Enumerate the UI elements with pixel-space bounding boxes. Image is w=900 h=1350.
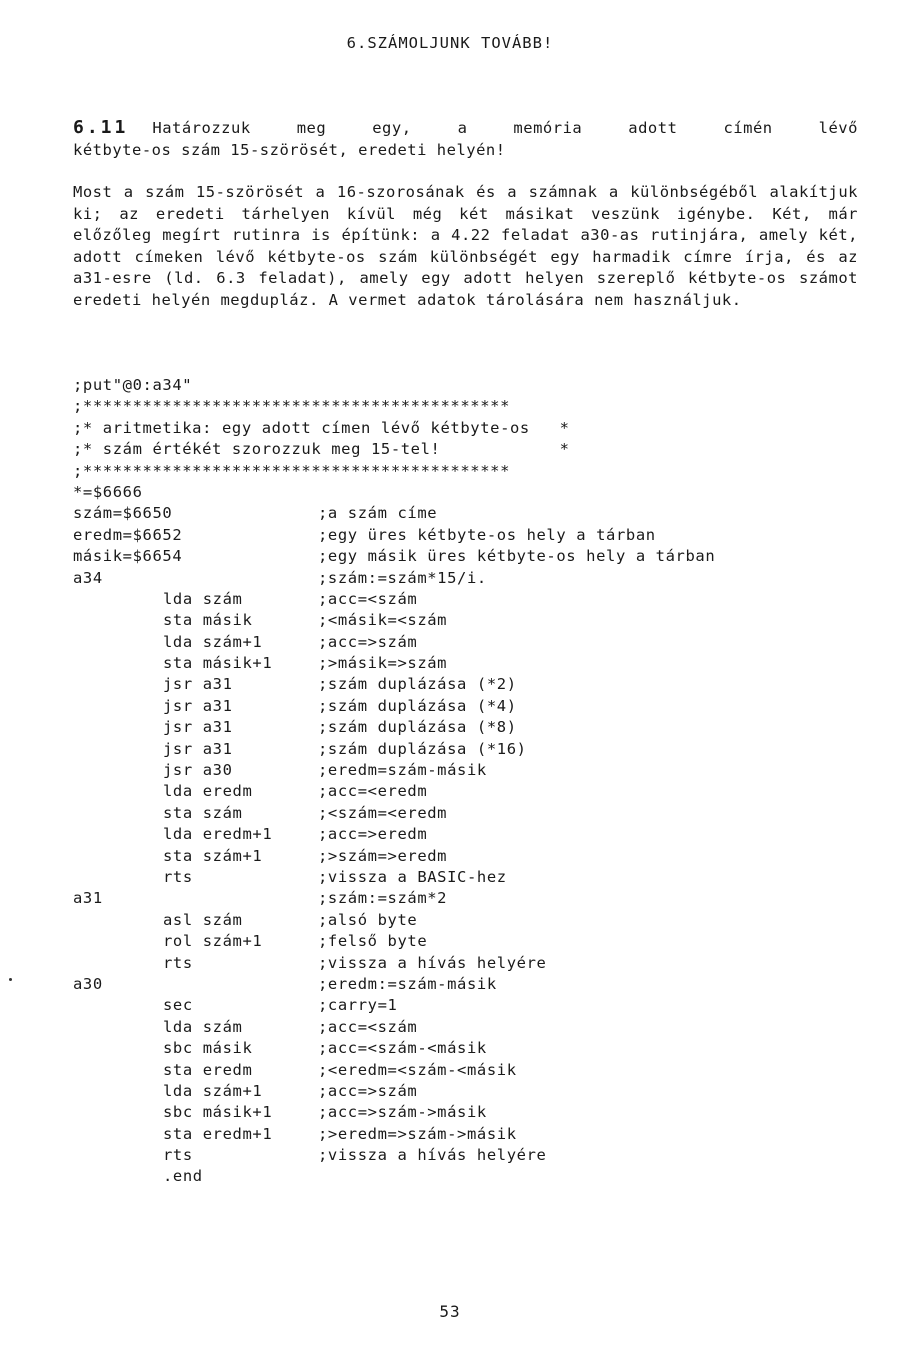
code-instruction: jsr a31 <box>163 739 233 758</box>
exercise-title-line <box>73 117 858 139</box>
code-line <box>73 1124 873 1145</box>
code-line <box>73 760 873 781</box>
exercise-title-word: lévő <box>818 119 858 137</box>
description-paragraph: Most a szám 15-szörösét a 16-szorosának és a számnak a különbségéből alakítjuk ki; az eredeti tárhelyen kívül még két másikat veszünk igénybe. Két, már előzőleg megírt rutinra is építünk: a 4.22 feladat a30-as rutinjára, amely két, adott címeken lévő kétbyte-os szám különbségét egy harmadik címre írja, és az a31-esre (ld. 6.3 feladat), amely egy adott helyen szereplő kétbyte-os számot eredeti helyén megdupláz. A vermet adatok tárolására nem használjuk. <box>73 183 858 309</box>
code-instruction: sta eredm+1 <box>163 1124 273 1143</box>
code-line <box>73 739 873 760</box>
exercise-number: 6.11 <box>73 117 129 138</box>
code-line <box>73 1145 873 1166</box>
code-instruction: sec <box>163 996 193 1015</box>
code-line <box>73 610 873 631</box>
code-instruction: sbc másik <box>163 1039 253 1058</box>
code-instruction: jsr a31 <box>163 718 233 737</box>
code-line <box>73 1038 873 1059</box>
code-instruction: rts <box>163 953 193 972</box>
code-line <box>73 568 873 589</box>
code-line <box>73 824 873 845</box>
code-comment: ;eredm:=szám-másik <box>318 974 497 993</box>
page-number: 53 <box>439 1302 461 1321</box>
code-comment: ;acc=<szám <box>318 589 418 608</box>
code-line <box>73 653 873 674</box>
code-line <box>73 1166 873 1187</box>
exercise-title-word: adott <box>628 119 678 137</box>
code-instruction: jsr a31 <box>163 675 233 694</box>
code-line <box>73 674 873 695</box>
code-comment: ;szám duplázása (*16) <box>318 739 527 758</box>
code-instruction: lda szám+1 <box>163 632 263 651</box>
code-comment: ;acc=<eredm <box>318 782 428 801</box>
running-header: 6.SZÁMOLJUNK TOVÁBB! <box>346 34 554 52</box>
exercise-title-line-2: kétbyte-os szám 15-szörösét, eredeti helyén! <box>73 141 506 159</box>
code-comment: ;felső byte <box>318 932 428 951</box>
code-comment: ;<szám=<eredm <box>318 803 448 822</box>
code-instruction: rts <box>163 867 193 886</box>
code-comment: ;acc=<szám-<másik <box>318 1039 487 1058</box>
code-line <box>73 803 873 824</box>
code-comment: ;acc=>eredm <box>318 825 428 844</box>
exercise-title-word: memória <box>513 119 583 137</box>
code-definition: eredm=$6652 <box>73 525 183 544</box>
code-header-line: ;put"@0:a34" <box>73 376 193 394</box>
code-label: a30 <box>73 974 103 993</box>
code-definition: szám=$6650 <box>73 504 173 523</box>
exercise-statement <box>73 117 858 161</box>
code-comment: ;>másik=>szám <box>318 654 448 673</box>
code-instruction: rol szám+1 <box>163 932 263 951</box>
code-definition-line <box>73 546 873 567</box>
code-line <box>73 1060 873 1081</box>
exercise-title-words <box>152 117 858 139</box>
code-definition: másik=$6654 <box>73 547 183 566</box>
code-header-line: ;******************************************* <box>73 397 510 416</box>
code-label: a34 <box>73 568 103 587</box>
code-line <box>73 867 873 888</box>
code-comment: ;szám:=szám*15/i. <box>318 568 487 587</box>
code-line <box>73 1017 873 1038</box>
code-comment: ;vissza a hívás helyére <box>318 953 547 972</box>
code-comment: ;<eredm=<szám-<másik <box>318 1060 517 1079</box>
exercise-title-word: Határozzuk <box>152 119 251 137</box>
code-instruction: sta másik+1 <box>163 654 273 673</box>
code-comment: ;alsó byte <box>318 910 418 929</box>
code-comment: ;a szám címe <box>318 504 438 523</box>
code-line <box>73 910 873 931</box>
code-comment: ;acc=>szám <box>318 632 418 651</box>
exercise-title-word: meg <box>296 119 327 137</box>
code-instruction: asl szám <box>163 910 243 929</box>
code-instruction: lda szám <box>163 1017 243 1036</box>
code-line <box>73 589 873 610</box>
code-line <box>73 1102 873 1123</box>
code-header-line: ;* aritmetika: egy adott címen lévő kétbyte-os * <box>73 418 570 437</box>
code-line <box>73 717 873 738</box>
code-definition-line <box>73 525 873 546</box>
code-instruction: sta másik <box>163 611 253 630</box>
exercise-title-word: címén <box>723 119 773 137</box>
code-comment: ;vissza a hívás helyére <box>318 1146 547 1165</box>
code-instruction: lda szám+1 <box>163 1081 263 1100</box>
code-comment: ;egy másik üres kétbyte-os hely a tárban <box>318 547 716 566</box>
exercise-title-word: a <box>457 119 468 137</box>
code-header-line: *=$6666 <box>73 482 143 501</box>
code-header-line: ;******************************************* <box>73 461 510 480</box>
code-comment: ;szám duplázása (*8) <box>318 718 517 737</box>
code-line <box>73 632 873 653</box>
code-comment: ;>eredm=>szám->másik <box>318 1124 517 1143</box>
code-line <box>73 846 873 867</box>
code-line <box>73 781 873 802</box>
code-comment: ;szám duplázása (*2) <box>318 675 517 694</box>
code-comment: ;<másik=<szám <box>318 611 448 630</box>
code-comment: ;acc=>szám->másik <box>318 1103 487 1122</box>
code-comment: ;egy üres kétbyte-os hely a tárban <box>318 525 656 544</box>
code-instruction: sta szám <box>163 803 243 822</box>
code-line <box>73 1081 873 1102</box>
paper-speck <box>9 978 12 981</box>
code-line <box>73 995 873 1016</box>
code-header-line: ;* szám értékét szorozzuk meg 15-tel! * <box>73 440 570 459</box>
code-instruction: sta szám+1 <box>163 846 263 865</box>
code-instruction: lda eredm <box>163 782 253 801</box>
code-comment: ;>szám=>eredm <box>318 846 448 865</box>
code-listing <box>73 375 873 1188</box>
code-definition-line <box>73 503 873 524</box>
code-line <box>73 888 873 909</box>
code-label: a31 <box>73 889 103 908</box>
code-instruction: lda eredm+1 <box>163 825 273 844</box>
code-line <box>73 931 873 952</box>
code-instruction: .end <box>163 1167 203 1186</box>
code-instruction: jsr a31 <box>163 696 233 715</box>
code-comment: ;vissza a BASIC-hez <box>318 867 507 886</box>
code-instruction: rts <box>163 1146 193 1165</box>
code-comment: ;carry=1 <box>318 996 398 1015</box>
code-instruction: sta eredm <box>163 1060 253 1079</box>
code-instruction: sbc másik+1 <box>163 1103 273 1122</box>
code-comment: ;szám:=szám*2 <box>318 889 448 908</box>
code-line <box>73 953 873 974</box>
code-comment: ;eredm=szám-másik <box>318 761 487 780</box>
code-comment: ;szám duplázása (*4) <box>318 696 517 715</box>
code-line <box>73 974 873 995</box>
code-line <box>73 696 873 717</box>
exercise-title-word: egy, <box>372 119 412 137</box>
code-comment: ;acc=<szám <box>318 1017 418 1036</box>
code-instruction: lda szám <box>163 589 243 608</box>
code-comment: ;acc=>szám <box>318 1081 418 1100</box>
code-instruction: jsr a30 <box>163 761 233 780</box>
